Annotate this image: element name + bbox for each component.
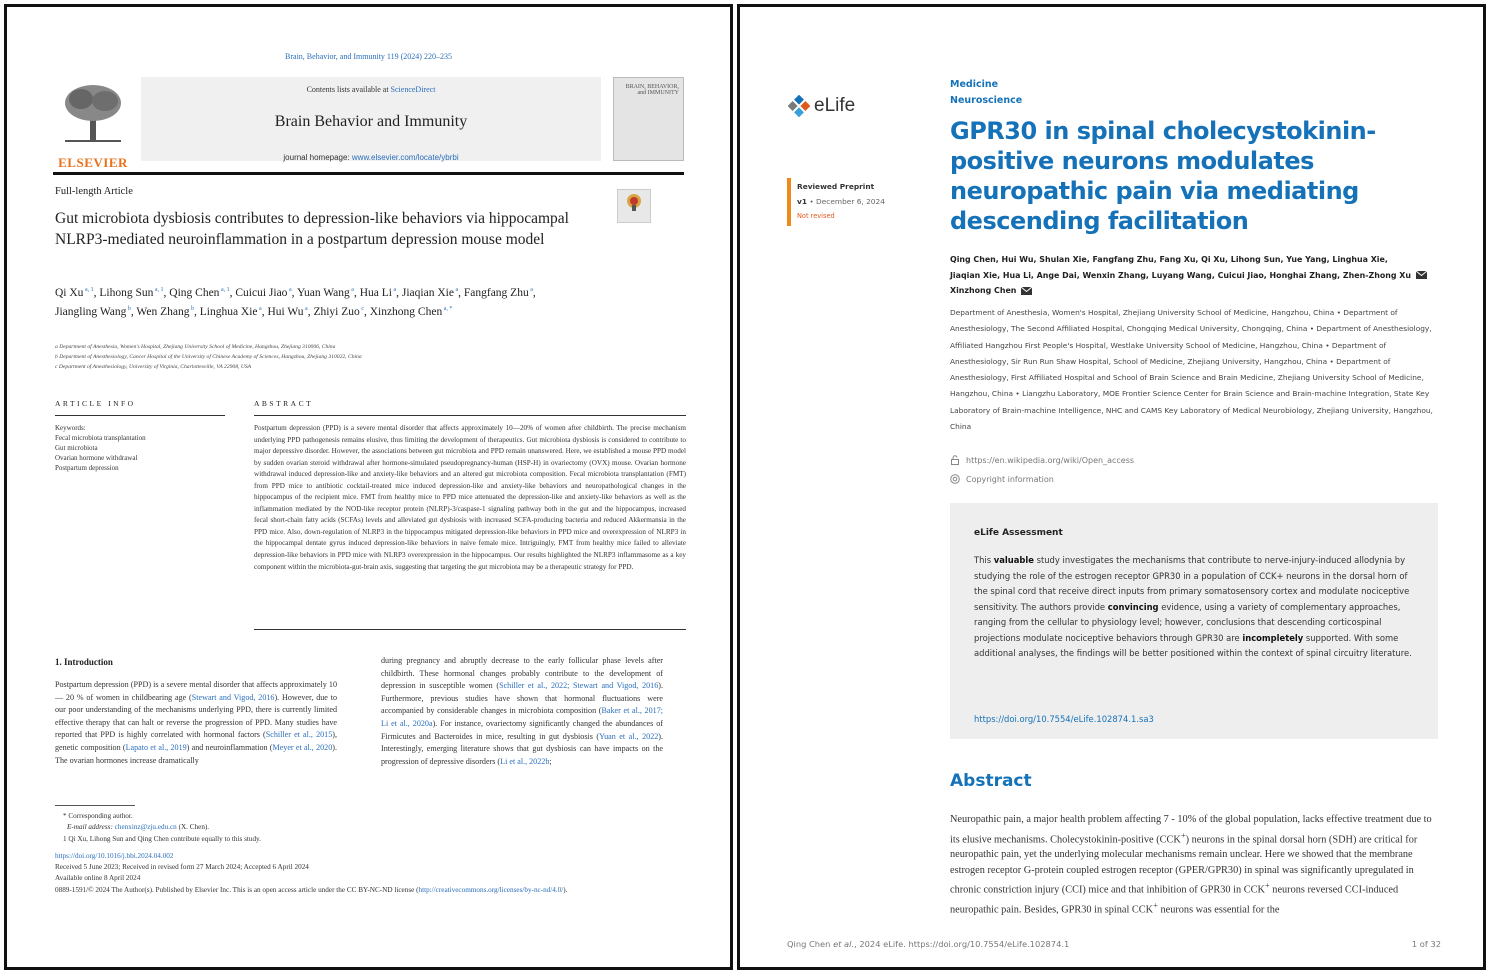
- affiliation-a: a Department of Anesthesia, Women's Hospital, Zhejiang University School of Medicine, Hangzhou, Zhejiang 310006, China: [55, 344, 336, 350]
- citation-link[interactable]: Baker et al., 2017; Li et al., 2020a: [381, 706, 663, 728]
- journal-header: [53, 73, 684, 169]
- sciencedirect-link[interactable]: ScienceDirect: [390, 85, 436, 94]
- affiliations: Department of Anesthesia, Women's Hospital, Zhejiang University School of Medicine, Hangzhou, China • Department of Anesthesiology, The Second Affiliated Hospital, Chongqing Medical University, Chongqing, China • Department of Anesthesiology, Affiliated Hangzhou First People's Hospital, Westlake University School of Medicine, Hangzhou, China • Department of Anesthesiology, Sir Run Run Shaw Hospital, School of Medicine, Zhejiang University, Hangzhou, China • Department of Anesthesiology, First Affiliated Hospital and School of Brain Science and Brain Medicine, Zhejiang University School of Medicine, Hangzhou, China • Liangzhu Laboratory, MOE Frontier Science Center for Brain Science and Brain-machine Integration, State Key Laboratory of Brain-machine Intelligence, NHC and CAMS Key Laboratory of Medical Neurobiology, Zhejiang University, Hangzhou, China: [950, 308, 1433, 432]
- available-online: Available online 8 April 2024: [55, 874, 141, 883]
- paper-title: GPR30 in spinal cholecystokinin-positive neurons modulates neuropathic pain via mediating descending facilitation: [950, 117, 1376, 235]
- author-name[interactable]: Jiaqian Xie $^a$: [401, 286, 459, 299]
- open-access-link[interactable]: https://en.wikipedia.org/wiki/Open_access: [966, 455, 1135, 465]
- author-list: [950, 252, 1440, 299]
- author-list: Qi Xu $^{a, 1}$, Lihong Sun $^{a, 1}$, Qing Chen $^{a, 1}$, Cuicui Jiao $^a$, Yuan Wang $^a$, Hua Li $^a$, Jiaqian Xie $^a$, Fangfang Zhu $^a$, Jiangling Wang $^b$, Wen Zhang $^b$, Linghua Xie $^a$, Hui Wu $^a$, Zhiyi Zuo $^c$, Xinzhong Chen $^{a, *}$: [55, 286, 536, 318]
- check-for-updates-badge[interactable]: [617, 189, 651, 223]
- open-access-line: [950, 455, 1134, 465]
- author-name[interactable]: Qing Chen $^{a, 1}$: [169, 286, 230, 299]
- keyword: Fecal microbiota transplantation: [55, 434, 146, 442]
- author-name[interactable]: Yuan Wang $^a$: [296, 286, 354, 299]
- email-note: E-mail address: chenxinz@zju.edu.cn (X. Chen).: [67, 823, 210, 832]
- author-line: Xinzhong Chen: [950, 283, 1440, 299]
- author-name[interactable]: Linghua Xie $^a$: [199, 305, 262, 318]
- author-affiliation-mark: a, 1: [83, 287, 94, 293]
- page-footer: [787, 939, 1441, 949]
- elife-paper-page: [737, 4, 1486, 970]
- article-doi-link[interactable]: https://doi.org/10.1016/j.bbi.2024.04.002: [55, 851, 174, 860]
- author-name[interactable]: Qi Xu $^{a, 1}$: [55, 286, 94, 299]
- citation-link[interactable]: Yuan et al., 2022: [599, 731, 659, 741]
- citation-link[interactable]: Schiller et al., 2022; Stewart and Vigod, 2016: [499, 681, 659, 691]
- author-line: Jiaqian Xie, Hua Li, Ange Dai, Wenxin Zhang, Luyang Wang, Cuicui Jiao, Honghai Zhang, Zhen-Zhong Xu: [950, 268, 1440, 284]
- crossmark-icon: [626, 193, 642, 211]
- elsevier-wordmark: ELSEVIER: [58, 155, 128, 170]
- keyword: Ovarian hormone withdrawal: [55, 454, 138, 462]
- introduction-column-left: Postpartum depression (PPD) is a severe mental disorder that affects approximately 10 — 20 % of women in childbearing age (Stewart and Vigod, 2016). However, due to our poor understanding of the mechanisms underlying PPD, there is currently limited effective therapy that can halt or reverse the progression of PPD. Many studies have reported that PPD is highly correlated with hormonal factors (Schiller et al., 2015), genetic composition (Lapato et al., 2019) and neuroinflammation (Meyer et al., 2020). The ovarian hormones increase dramatically: [55, 680, 337, 765]
- introduction-heading: 1. Introduction: [55, 657, 113, 667]
- abstract-text: Postpartum depression (PPD) is a severe mental disorder that affects approximately 10––20% of women after childbirth. The precise mechanism underlying PPD pathogenesis remains elusive, thus limiting the development of therapeutics. Gut microbiota dysbiosis is considered to contribute to major depressive disorder. However, the associations between gut microbiota and PPD remain unanswered. Here, we established a mouse PPD model by sudden ovarian steroid withdrawal after hormone-simulated pseudopregnancy-human (HSP-H) in ovariectomy (OVX) mouse. Ovarian hormone withdrawal induced depression-like and anxiety-like behaviors and an altered gut microbiota composition. Fecal microbiota transplantation (FMT) from PPD mice to antibiotic cocktail-treated mice induced depression-like and anxiety-like behaviors and neuropathological changes in the hippocampus of the recipient mice. FMT from healthy mice to PPD mice attenuated the depression-like and anxiety-like behaviors as well as the inflammation mediated by the NOD-like receptor protein (NLRP)-3/caspase-1 signaling pathway both in the gut and the hippocampus, increased fecal short-chain fatty acids (SCFAs) levels and alleviated gut dysbiosis with increased SCFA-producing bacteria and reduced Akkermansia in the PPD mice. Also, down-regulation of NLRP3 in the hippocampus mitigated depression-like behaviors in PPD mice and overexpression of NLRP3 in the hippocampal dentate gyrus induced depression-like behaviors in naive female mice. Intriguingly, FMT from healthy mice failed to alleviate depression-like behaviors in PPD mice with NLRP3 overexpression in the hippocampus. Our results highlighted the NLRP3 inflammasome as a key component within the microbiota-gut-brain axis, suggesting that targeting the gut microbiota may be a therapeutic strategy for PPD.: [254, 424, 686, 571]
- cover-title: BRAIN, BEHAVIOR, and IMMUNITY: [625, 84, 679, 96]
- author-affiliation-mark: b: [189, 305, 194, 312]
- license-link[interactable]: http://creativecommons.org/licenses/by-nc-nd/4.0/: [418, 885, 564, 894]
- abstract-rule: [254, 415, 686, 416]
- preprint-status-bar: [787, 178, 791, 226]
- email-link[interactable]: chenxinz@zju.edu.cn: [114, 823, 177, 832]
- elife-logo[interactable]: [788, 95, 855, 117]
- author-name[interactable]: Fangfang Zhu $^a$: [463, 286, 533, 299]
- author-affiliation-mark: a: [257, 305, 262, 312]
- keyword: Gut microbiota: [55, 444, 98, 452]
- keywords-block: [55, 423, 225, 473]
- affiliation-c: c Department of Anesthesiology, University of Virginia, Charlottesville, VA 22908, USA: [55, 364, 252, 370]
- page-number: 1 of 32: [1411, 939, 1441, 949]
- journal-homepage-link[interactable]: www.elsevier.com/locate/ybrbi: [351, 153, 459, 162]
- author-name[interactable]: Wen Zhang $^b$: [136, 305, 194, 318]
- copyright-icon: [950, 474, 960, 484]
- author-line[interactable]: Qing Chen, Hui Wu, Shulan Xie, Fangfang Zhu, Fang Xu, Qi Xu, Lihong Sun, Yue Yang, Linghua Xie,: [950, 255, 1388, 264]
- journal-cover-thumbnail: [613, 77, 684, 161]
- license-note: 0889-1591/© 2024 The Author(s). Published by Elsevier Inc. This is an open access article under the CC BY-NC-ND license (http://creativecommons.org/licenses/by-nc-nd/4.0/).: [55, 885, 568, 894]
- footnote-rule: [55, 805, 135, 806]
- author-affiliation-mark: a: [287, 287, 292, 293]
- affiliation-b: b Department of Anesthesiology, Cancer Hospital of the University of Chinese Academy of Sciences, Hangzhou, Zhejiang 310022, China: [55, 354, 362, 360]
- author-affiliation-mark: a: [453, 287, 459, 293]
- author-name[interactable]: Hua Li $^a$: [359, 286, 397, 299]
- email-icon[interactable]: [1416, 271, 1427, 279]
- abstract-end-rule: [254, 629, 686, 630]
- author-affiliation-mark: a, *: [442, 305, 453, 312]
- author-name[interactable]: Xinzhong Chen $^{a, *}$: [369, 305, 453, 318]
- author-name[interactable]: Zhiyi Zuo $^c$: [313, 305, 364, 318]
- citation-link[interactable]: Stewart and Vigod, 2016: [191, 692, 275, 702]
- keyword: Postpartum depression: [55, 464, 119, 472]
- assessment-text: This valuable study investigates the mechanisms that contribute to nerve-injury-induced allodynia by studying the role of the estrogen receptor GPR30 in a population of CCK+ neurons in the dorsal horn of the spinal cord that receive direct inputs from primary somatosensory cortex and modulate nociceptive sensitivity. The authors provide convincing evidence, using a variety of complementary approaches, ranging from the cellular to physiology level; however, conclusions that descending corticospinal projections modulate nociceptive behaviors through GPR30 are incompletely supported. With some additional analyses, the findings will be better positioned within the context of spinal circuitry literature.: [974, 555, 1412, 658]
- received-dates: Received 5 June 2023; Received in revised form 27 March 2024; Accepted 6 April 2024: [55, 863, 309, 872]
- revision-status: Not revised: [797, 212, 835, 220]
- article-type: Full-length Article: [55, 186, 133, 197]
- journal-reference[interactable]: Brain, Behavior, and Immunity 119 (2024) 220–235: [285, 52, 452, 61]
- author-affiliation-mark: a: [349, 287, 354, 293]
- footnotes: [55, 811, 685, 896]
- citation-link[interactable]: Li et al., 2022b: [500, 756, 550, 766]
- abstract-label: ABSTRACT: [254, 399, 314, 408]
- elife-wordmark: eLife: [814, 95, 856, 116]
- paper-title: Gut microbiota dysbiosis contributes to depression-like behaviors via hippocampal NLRP3-mediated neuroinflammation in a postpartum depression mouse model: [55, 210, 569, 248]
- author-name[interactable]: Hui Wu $^a$: [267, 305, 308, 318]
- copyright-line: [950, 474, 1054, 484]
- article-info-label: ARTICLE INFO: [55, 399, 136, 408]
- author-affiliation-mark: a: [303, 305, 308, 312]
- author-affiliation-mark: a: [528, 287, 533, 293]
- contents-line: Contents lists available at ScienceDirect: [306, 85, 436, 94]
- citation-link[interactable]: Lapato et al., 2019: [125, 742, 187, 752]
- affiliations: [55, 342, 655, 372]
- elife-assessment-box: [950, 503, 1438, 739]
- open-access-lock-icon: [950, 455, 960, 465]
- subject-medicine-link[interactable]: Medicine: [950, 79, 999, 90]
- corresponding-author-note: * Corresponding author.: [63, 812, 133, 820]
- author-name[interactable]: Jiangling Wang $^b$: [55, 305, 131, 318]
- elife-logo-icon: [788, 95, 810, 117]
- journal-title-band: [141, 77, 601, 161]
- introduction-column-right: during pregnancy and abruptly decrease to the early follicular phase levels after childbirth. These hormonal changes probably contribute to the development of depression in susceptible women (Schiller et al., 2022; Stewart and Vigod, 2016). Furthermore, previous studies have shown that hormonal fluctuations were accompanied by considerable changes in microbiota composition (Baker et al., 2017; Li et al., 2020a). For instance, ovariectomy significantly changed the abundances of Firmicutes and Bacteroides in mice, resulting in gut dysbiosis (Yuan et al., 2022). Interestingly, emerging literature shows that gut dysbiosis can have impacts on the progression of depressive disorders (Li et al., 2022b;: [381, 656, 664, 766]
- subject-neuroscience-link[interactable]: Neuroscience: [950, 95, 1023, 106]
- citation-link[interactable]: Meyer et al., 2020: [272, 742, 333, 752]
- author-affiliation-mark: a, 1: [219, 287, 230, 293]
- author-affiliation-mark: a: [391, 287, 397, 293]
- elsevier-paper-page: [4, 4, 733, 970]
- homepage-line: journal homepage: www.elsevier.com/locate/ybrbi: [283, 153, 459, 162]
- reviewed-preprint-label: Reviewed Preprint: [797, 182, 875, 191]
- keywords-label: Keywords:: [55, 424, 86, 432]
- assessment-title: eLife Assessment: [974, 528, 1063, 538]
- header-divider: [53, 172, 684, 175]
- author-name[interactable]: Lihong Sun $^{a, 1}$: [99, 286, 164, 299]
- author-affiliation-mark: a, 1: [153, 287, 164, 293]
- elsevier-logo: [53, 81, 133, 170]
- author-affiliation-mark: c: [359, 305, 364, 312]
- email-icon[interactable]: [1021, 287, 1032, 295]
- copyright-link[interactable]: Copyright information: [966, 474, 1054, 484]
- elsevier-tree-icon: [61, 83, 125, 143]
- author-affiliation-mark: b: [126, 305, 131, 312]
- abstract-heading: Abstract: [950, 771, 1032, 791]
- abstract-text: Neuropathic pain, a major health problem affecting 7 - 10% of the global population, lacks effective treatment due to its elusive mechanisms. Cholecystokinin-positive (CCK+) neurons in the spinal dorsal horn (SDH) are critical for neuropathic pain, yet the underlying molecular mechanisms remain unclear. Here we showed that the membrane estrogen receptor G-protein coupled estrogen receptor (GPER/GPR30) in spinal was significantly upregulated in chronic constriction injury (CCI) mice and that inhibition of GPR30 in CCK+ neurons reversed CCI-induced neuropathic pain. Besides, GPR30 in spinal CCK+ neurons was essential for the: [950, 814, 1432, 916]
- footer-citation: Qing Chen et al., 2024 eLife. https://doi.org/10.7554/eLife.102874.1: [787, 939, 1070, 949]
- article-info-rule: [55, 415, 225, 416]
- journal-title: Brain Behavior and Immunity: [274, 113, 468, 130]
- assessment-doi-link[interactable]: https://doi.org/10.7554/eLife.102874.1.sa3: [974, 714, 1154, 724]
- author-name[interactable]: Cuicui Jiao $^a$: [235, 286, 292, 299]
- equal-contribution-note: 1 Qi Xu, Lihong Sun and Qing Chen contribute equally to this study.: [63, 834, 261, 843]
- citation-link[interactable]: Schiller et al., 2015: [265, 730, 333, 740]
- version-info: v1 • December 6, 2024: [797, 197, 885, 206]
